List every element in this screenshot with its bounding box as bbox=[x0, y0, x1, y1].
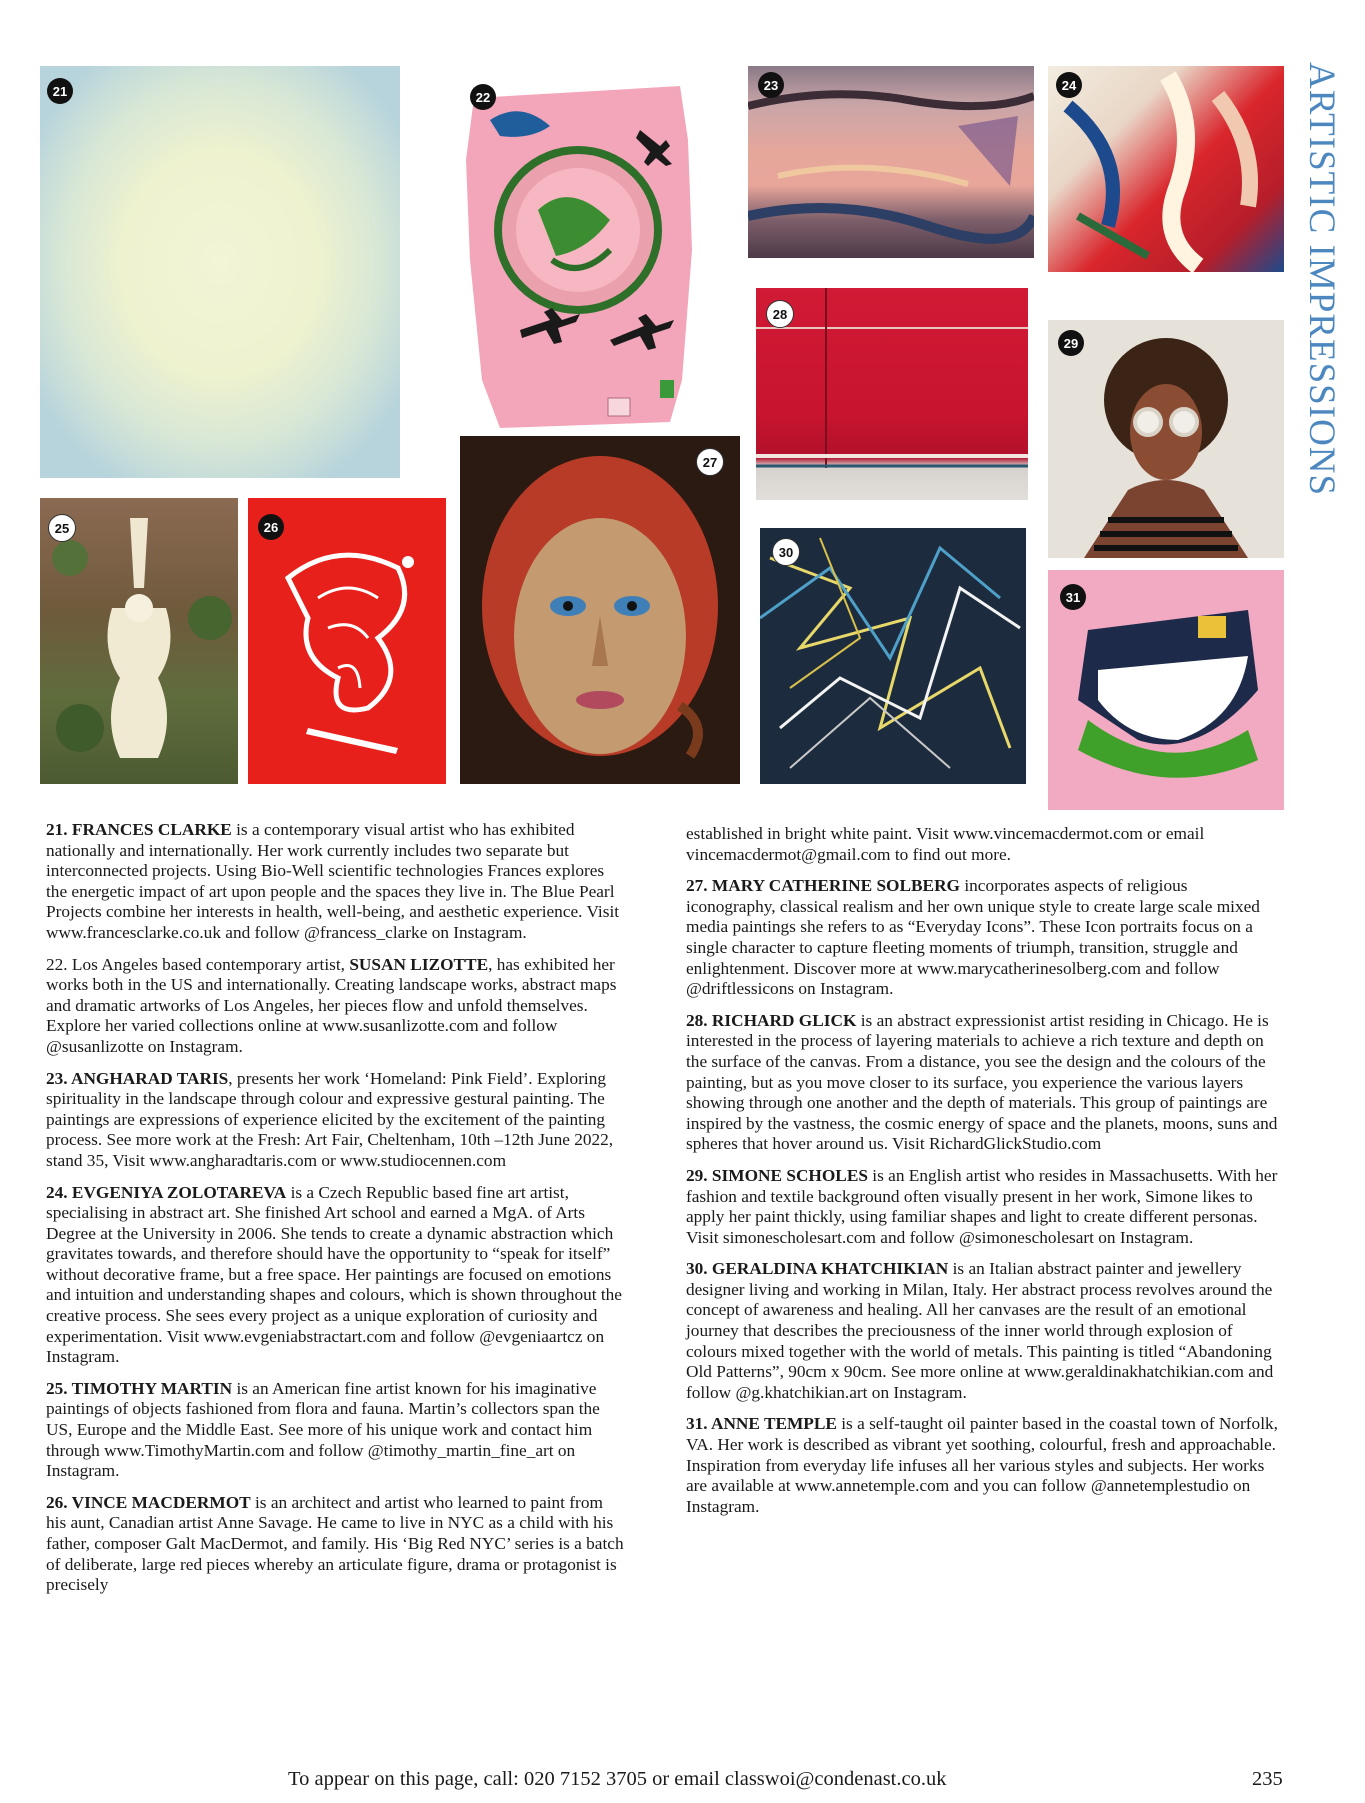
number-badge: 22 bbox=[470, 84, 496, 110]
number-badge: 29 bbox=[1058, 330, 1084, 356]
entry-23: 23. ANGHARAD TARIS, presents her work ‘Homeland: Pink Field’. Exploring spirituality in the landscape through colour and expressive gestural painting. The paintings are expressions of experience elicited by the excitement of the painting process. See more work at the Fresh: Art Fair, Cheltenham, 10th –12th June 2022, stand 35, Visit www.angharadtaris.com or www.studiocennen.com bbox=[46, 1068, 614, 1170]
entry-21: 21. FRANCES CLARKE is a contemporary visual artist who has exhibited nationally and internationally. Her work currently includes two separate but interconnected projects. Using Bio-Well scientific technologies Frances explores the energetic impact of art upon people and the spaces they live in. The Blue Pearl Projects combine her interests in health, well-being, and aesthetic experience. Visit www.francesclarke.co.uk and follow @francess_clarke on Instagram. bbox=[46, 820, 620, 942]
number-badge: 24 bbox=[1056, 72, 1082, 98]
artwork-29 bbox=[1048, 320, 1284, 558]
number-badge: 30 bbox=[772, 538, 800, 566]
entry-26: 26. VINCE MACDERMOT is an architect and artist who learned to paint from his aunt, Canadian artist Anne Savage. He came to live in NYC as a child with his father, composer Galt MacDermot, and family. His ‘Big Red NYC’ series is a batch of deliberate, large red pieces whereby an articulate figure, drama or protagonist is precisely bbox=[46, 1492, 624, 1595]
artwork-23-image bbox=[748, 66, 1034, 258]
artwork-31-image bbox=[1048, 570, 1284, 810]
page-number: 235 bbox=[1252, 1768, 1283, 1790]
artwork-31 bbox=[1048, 570, 1284, 810]
artwork-26 bbox=[248, 498, 446, 784]
artwork-24 bbox=[1048, 66, 1284, 272]
footer-advert: To appear on this page, call: 020 7152 3705 or email classwoi@condenast.co.uk bbox=[288, 1768, 947, 1790]
number-badge: 25 bbox=[48, 514, 76, 542]
entry-25: 25. TIMOTHY MARTIN is an American fine artist known for his imaginative paintings of objects fashioned from flora and fauna. Martin’s collectors span the US, Europe and the Middle East. See more of his unique work and contact him through www.TimothyMartin.com and follow @timothy_martin_fine_art on Instagram. bbox=[46, 1378, 600, 1481]
number-badge: 21 bbox=[47, 78, 73, 104]
artwork-26-image bbox=[248, 498, 446, 784]
artwork-25-image bbox=[40, 498, 238, 784]
artwork-21 bbox=[40, 66, 400, 478]
artwork-28-image bbox=[756, 288, 1028, 500]
number-badge: 23 bbox=[758, 72, 784, 98]
entry-24: 24. EVGENIYA ZOLOTAREVA is a Czech Republic based fine art artist, specialising in abstract art. She finished Art school and earned a MgA. of Arts Degree at the University in 2006. She tends to create a dynamic abstraction which gravitates towards, and therefore should have the opportunity to “speak for itself” without decorative frame, but a free space. Her paintings are focused on emotions and intuition and understanding shapes and colours, which is shown throughout the creative process. She sees every project as a unique exploration of curiosity and experimentation. Visit www.evgeniabstractart.com and follow @evgeniaartcz on Instagram. bbox=[46, 1182, 622, 1367]
section-title: ARTISTIC IMPRESSIONS bbox=[1301, 62, 1342, 497]
entry-28: 28. RICHARD GLICK is an abstract expressionist artist residing in Chicago. He is interested in the process of layering materials to achieve a rich texture and depth on the surface of the canvas. From a distance, you see the design and the colours of the painting, but as you move closer to its surface, you experience the various layers showing through one another and the depth of materials. This group of paintings are inspired by the vastness, the cosmic energy of space and the planets, moons, suns and spheres that hover around us. Visit RichardGlickStudio.com bbox=[686, 1010, 1278, 1154]
artwork-25 bbox=[40, 498, 238, 784]
artwork-28 bbox=[756, 288, 1028, 500]
number-badge: 27 bbox=[696, 448, 724, 476]
artwork-30 bbox=[760, 528, 1026, 784]
artwork-27-image bbox=[460, 436, 740, 784]
number-badge: 26 bbox=[258, 514, 284, 540]
entry-29: 29. SIMONE SCHOLES is an English artist who resides in Massachusetts. With her fashion and textile background often visually present in her work, Simone likes to apply her paint thickly, using familiar shapes and light to create different personas. Visit simonescholesart.com and follow @simonescholesart on Instagram. bbox=[686, 1165, 1278, 1247]
number-badge: 31 bbox=[1060, 584, 1086, 610]
artwork-27 bbox=[460, 436, 740, 784]
artwork-23 bbox=[748, 66, 1034, 258]
text-column-right bbox=[686, 824, 1278, 1528]
artwork-22-image bbox=[460, 80, 696, 432]
number-badge: 28 bbox=[766, 300, 794, 328]
artwork-24-image bbox=[1048, 66, 1284, 272]
artwork-29-image bbox=[1048, 320, 1284, 558]
text-column-left bbox=[46, 820, 626, 1607]
entry-27: 27. MARY CATHERINE SOLBERG incorporates aspects of religious iconography, classical realism and her own unique style to create large scale mixed media paintings she refers to as “Everyday Icons”. These Icon portraits focus on a single character to capture fleeting moments of triumph, transition, struggle and enlightenment. Discover more at www.marycatherinesolberg.com and follow @driftlessicons on Instagram. bbox=[686, 876, 1260, 999]
entry-31: 31. ANNE TEMPLE is a self-taught oil painter based in the coastal town of Norfolk, VA. Her work is described as vibrant yet soothing, colourful, fresh and approachable. Inspiration from everyday life infuses all her various styles and subjects. Her works are available at www.annetemple.com and you can follow @annetemplestudio on Instagram. bbox=[686, 1414, 1278, 1516]
artwork-22 bbox=[460, 80, 696, 432]
artwork-30-image bbox=[760, 528, 1026, 784]
entry-30: 30. GERALDINA KHATCHIKIAN is an Italian abstract painter and jewellery designer living and working in Milan, Italy. Her abstract process revolves around the concept of awareness and healing. All her canvases are the result of an emotional journey that describes the preciousness of the inner world through explosion of colours mixed together with the world of metals. This painting is titled “Abandoning Old Patterns”, 90cm x 90cm. See more online at www.geraldinakhatchikian.com and follow @g.khatchikian.art on Instagram. bbox=[686, 1259, 1274, 1402]
entry-26-continued: established in bright white paint. Visit www.vincemacdermot.com or email vincemacdermot@gmail.com to find out more. bbox=[686, 824, 1205, 864]
entry-22: 22. Los Angeles based contemporary artist, SUSAN LIZOTTE, has exhibited her works both in the US and internationally. Creating landscape works, abstract maps and dramatic artworks of Los Angeles, her pieces flow and unfold themselves. Explore her varied collections online at www.susanlizotte.com and follow @susanlizotte on Instagram. bbox=[46, 954, 617, 1056]
